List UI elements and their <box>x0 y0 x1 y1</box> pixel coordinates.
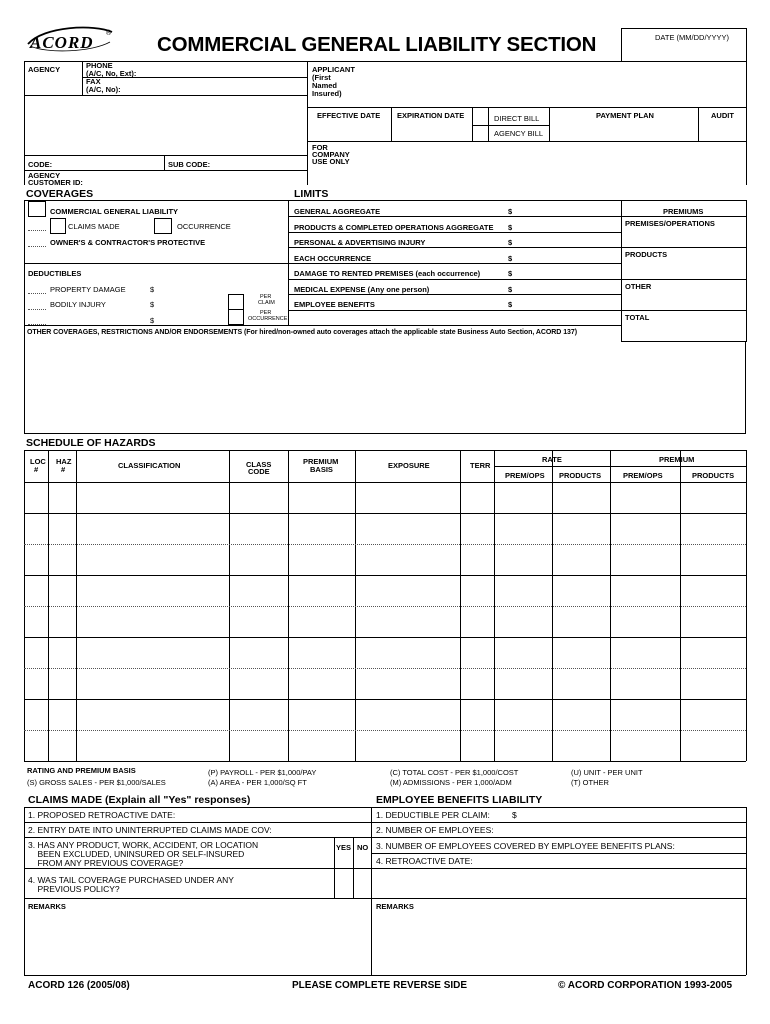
grid-line <box>552 450 553 761</box>
hazard-premium-basis-label-2: BASIS <box>310 465 333 474</box>
deductibles-label: DEDUCTIBLES <box>28 269 82 278</box>
coverages-heading: COVERAGES <box>26 188 94 200</box>
date-label: DATE (MM/DD/YYYY) <box>655 33 730 42</box>
claims-q1: 1. PROPOSED RETROACTIVE DATE: <box>28 810 176 820</box>
eb-remarks-label: REMARKS <box>376 902 414 911</box>
hazard-haz-label-1: HAZ <box>56 457 72 466</box>
claims-q2: 2. ENTRY DATE INTO UNINTERRUPTED CLAIMS MADE COV: <box>28 825 272 835</box>
property-damage-label: PROPERTY DAMAGE <box>50 285 126 294</box>
limit-dollar-2: $ <box>508 223 513 232</box>
hazard-rate-premops-label: PREM/OPS <box>505 471 545 480</box>
company-use-label-2: COMPANY <box>312 150 350 159</box>
hazard-loc-label-1: LOC <box>30 457 46 466</box>
cgl-label: COMMERCIAL GENERAL LIABILITY <box>50 207 179 216</box>
bodily-injury-dollar: $ <box>150 300 155 309</box>
limit-employee-benefits: EMPLOYEE BENEFITS <box>294 300 375 309</box>
company-use-label-1: FOR <box>312 143 328 152</box>
other-deductible-dollar: $ <box>150 316 155 325</box>
grid-line <box>24 699 746 700</box>
hazard-premium-products-label: PRODUCTS <box>692 471 735 480</box>
page-title: COMMERCIAL GENERAL LIABILITY SECTION <box>157 33 597 56</box>
grid-line <box>288 450 289 761</box>
fax-label: FAX <box>86 77 101 86</box>
grid-line <box>48 450 49 761</box>
limit-products-aggregate: PRODUCTS & COMPLETED OPERATIONS AGGREGATE <box>294 223 494 232</box>
grid-line <box>24 575 746 576</box>
grid-line <box>680 450 681 761</box>
audit-label: AUDIT <box>711 111 734 120</box>
grid-line <box>24 450 746 451</box>
grid-line <box>460 450 461 761</box>
applicant-label-4: Insured) <box>312 89 342 98</box>
eb-q1-dollar: $ <box>512 810 517 820</box>
eb-q3: 3. NUMBER OF EMPLOYEES COVERED BY EMPLOYEE BENEFITS PLANS: <box>376 841 675 851</box>
hazard-premium-premops-label: PREM/OPS <box>623 471 663 480</box>
other-premium-label: OTHER <box>625 282 652 291</box>
claims-made-checkbox[interactable] <box>50 218 66 234</box>
sub-code-label: SUB CODE: <box>168 160 211 169</box>
hazard-exposure-label: EXPOSURE <box>388 461 430 470</box>
total-premium-label: TOTAL <box>625 313 650 322</box>
grid-line <box>610 450 611 761</box>
other-coverages-label: OTHER COVERAGES, RESTRICTIONS AND/OR ENDORSEMENTS (For hired/non-owned auto coverages attach the applicable state Business Auto Section, ACORD 137) <box>27 329 578 336</box>
grid-line <box>746 450 747 761</box>
rating-basis-s: (S) GROSS SALES - PER $1,000/SALES <box>27 778 166 787</box>
grid-line <box>24 606 746 607</box>
claims-yes-label: YES <box>336 843 352 852</box>
phone-sub-label: (A/C, No, Ext): <box>86 69 137 78</box>
copyright: © ACORD CORPORATION 1993-2005 <box>558 980 733 991</box>
hazard-premium-label: PREMIUM <box>659 455 695 464</box>
limit-dollar-4: $ <box>508 254 513 263</box>
limit-each-occurrence: EACH OCCURRENCE <box>294 254 372 263</box>
grid-line <box>229 450 230 761</box>
grid-line <box>24 544 746 545</box>
limit-general-aggregate: GENERAL AGGREGATE <box>294 207 381 216</box>
rating-basis-p: (P) PAYROLL - PER $1,000/PAY <box>208 768 317 777</box>
company-use-label-3: USE ONLY <box>312 157 350 166</box>
logo-text: ACORD <box>30 33 94 52</box>
claims-q3: 3. HAS ANY PRODUCT, WORK, ACCIDENT, OR LOCATION BEEN EXCLUDED, UNINSURED OR SELF-INSURED FROM ANY PREVIOUS COVERAGE? <box>28 840 259 868</box>
hazard-terr-label: TERR <box>470 461 491 470</box>
fax-sub-label: (A/C, No): <box>86 85 121 94</box>
claims-q4: 4. WAS TAIL COVERAGE PURCHASED UNDER ANY PREVIOUS POLICY? <box>28 875 234 894</box>
grid-line <box>494 466 746 467</box>
effective-date-label: EFFECTIVE DATE <box>317 111 381 120</box>
code-label: CODE: <box>28 160 53 169</box>
grid-line <box>24 730 746 731</box>
hazard-rate-label: RATE <box>542 455 562 464</box>
per-claim-label-2: CLAIM <box>258 300 275 306</box>
limit-damage-rented: DAMAGE TO RENTED PREMISES (each occurrence) <box>294 269 481 278</box>
direct-bill-label: DIRECT BILL <box>494 114 540 123</box>
eb-q4: 4. RETROACTIVE DATE: <box>376 856 473 866</box>
limit-dollar-3: $ <box>508 238 513 247</box>
rating-basis-t: (T) OTHER <box>571 778 609 787</box>
per-occurrence-checkbox[interactable] <box>228 309 244 325</box>
employee-benefits-heading: EMPLOYEE BENEFITS LIABILITY <box>376 794 543 806</box>
agency-label: AGENCY <box>28 65 61 74</box>
phone-label: PHONE <box>86 61 113 70</box>
customer-id-label-1: AGENCY <box>28 171 61 180</box>
eb-q2: 2. NUMBER OF EMPLOYEES: <box>376 825 494 835</box>
customer-id-label-2: CUSTOMER ID: <box>28 178 83 187</box>
hazard-loc-label-2: # <box>34 465 39 474</box>
limit-dollar-7: $ <box>508 300 513 309</box>
bodily-injury-label: BODILY INJURY <box>50 300 106 309</box>
grid-line <box>24 761 746 762</box>
hazard-premium-basis-label-1: PREMIUM <box>303 457 339 466</box>
rating-basis-c: (C) TOTAL COST - PER $1,000/COST <box>390 768 519 777</box>
premises-operations-label: PREMISES/OPERATIONS <box>625 219 715 228</box>
hazard-class-code-label-2: CODE <box>248 467 270 476</box>
limit-medical-expense: MEDICAL EXPENSE (Any one person) <box>294 285 430 294</box>
owners-label: OWNER'S & CONTRACTOR'S PROTECTIVE <box>50 238 206 247</box>
premiums-heading: PREMIUMS <box>663 207 704 216</box>
grid-line <box>24 482 746 483</box>
occurrence-checkbox[interactable] <box>154 218 172 234</box>
per-claim-checkbox[interactable] <box>228 294 244 310</box>
eb-q1: 1. DEDUCTIBLE PER CLAIM: <box>376 810 490 820</box>
agency-bill-label: AGENCY BILL <box>494 129 544 138</box>
cgl-checkbox[interactable] <box>28 201 46 217</box>
payment-plan-label: PAYMENT PLAN <box>596 111 654 120</box>
grid-line <box>494 450 495 761</box>
hazard-haz-label-2: # <box>61 465 66 474</box>
limit-dollar-5: $ <box>508 269 513 278</box>
grid-line <box>24 513 746 514</box>
form-number: ACORD 126 (2005/08) <box>28 980 130 991</box>
claims-made-label: CLAIMS MADE <box>68 222 120 231</box>
grid-line <box>24 637 746 638</box>
occurrence-label: OCCURRENCE <box>177 222 231 231</box>
per-claim-label-1: PER <box>260 294 272 300</box>
complete-reverse-note: PLEASE COMPLETE REVERSE SIDE <box>292 980 468 991</box>
applicant-label-3: Named <box>312 81 338 90</box>
products-premium-label: PRODUCTS <box>625 250 668 259</box>
per-occurrence-label-2: OCCURRENCE <box>248 316 288 322</box>
per-occurrence-label-1: PER <box>260 310 272 316</box>
claims-remarks-label: REMARKS <box>28 902 66 911</box>
rating-basis-m: (M) ADMISSIONS - PER 1,000/ADM <box>390 778 512 787</box>
limit-personal-injury: PERSONAL & ADVERTISING INJURY <box>294 238 426 247</box>
applicant-label-2: (First <box>312 73 331 82</box>
hazard-classification-label: CLASSIFICATION <box>118 461 181 470</box>
hazard-class-code-label-1: CLASS <box>246 460 272 469</box>
rating-basis-a: (A) AREA - PER 1,000/SQ FT <box>208 778 307 787</box>
other-coverages-area[interactable] <box>24 341 746 434</box>
grid-line <box>355 450 356 761</box>
hazard-rate-products-label: PRODUCTS <box>559 471 602 480</box>
claims-no-label: NO <box>357 843 369 852</box>
registered-icon: ® <box>106 30 112 37</box>
property-damage-dollar: $ <box>150 285 155 294</box>
grid-line <box>24 668 746 669</box>
grid-line <box>24 450 25 761</box>
applicant-label-1: APPLICANT <box>312 65 355 74</box>
rating-basis-heading: RATING AND PREMIUM BASIS <box>27 766 136 775</box>
rating-basis-u: (U) UNIT - PER UNIT <box>571 768 643 777</box>
hazards-heading: SCHEDULE OF HAZARDS <box>26 437 156 449</box>
expiration-date-label: EXPIRATION DATE <box>397 111 465 120</box>
limit-dollar-1: $ <box>508 207 513 216</box>
grid-line <box>76 450 77 761</box>
claims-made-heading: CLAIMS MADE (Explain all "Yes" responses) <box>28 794 251 806</box>
limit-dollar-6: $ <box>508 285 513 294</box>
limits-heading: LIMITS <box>294 188 329 200</box>
